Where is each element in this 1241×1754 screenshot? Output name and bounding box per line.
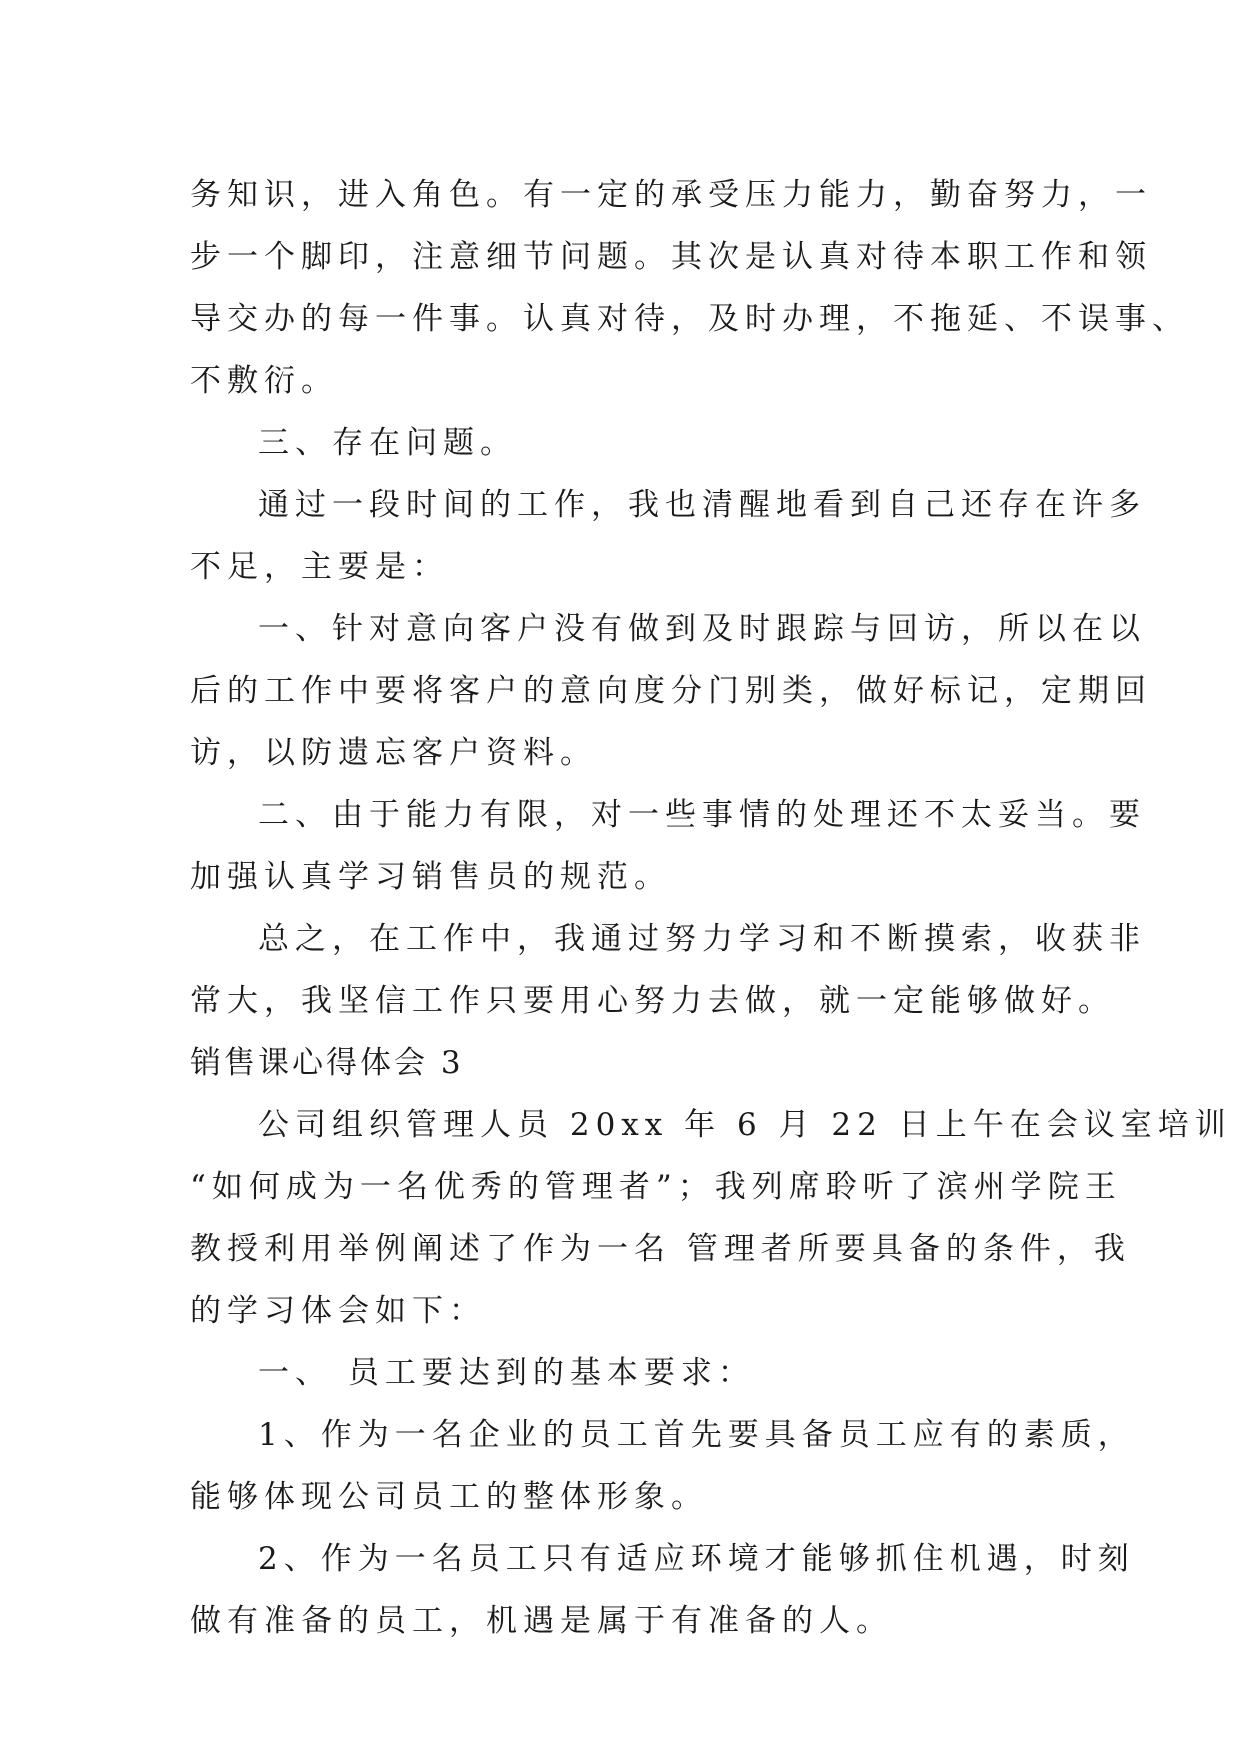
text-line: 做有准备的员工，机遇是属于有准备的人。 — [190, 1603, 893, 1639]
text-line: 1、作为一名企业的员工首先要具备员工应有的素质， — [258, 1417, 1135, 1453]
text-line: 教授利用举例阐述了作为一名 管理者所要具备的条件，我 — [190, 1231, 1131, 1267]
text-line: 加强认真学习销售员的规范。 — [190, 859, 671, 895]
text-line: 常大，我坚信工作只要用心努力去做，就一定能够做好。 — [190, 983, 1115, 1019]
text-line: 务知识，进入角色。有一定的承受压力能力，勤奋努力，一 — [190, 177, 1152, 213]
text-line: 步一个脚印，注意细节问题。其次是认真对待本职工作和领 — [190, 239, 1152, 275]
text-line: 2、作为一名员工只有适应环境才能够抓住机遇，时刻 — [258, 1541, 1135, 1577]
text-line: “如何成为一名优秀的管理者”；我列席聆听了滨州学院王 — [190, 1169, 1122, 1205]
text-line: 不足，主要是： — [190, 549, 449, 585]
text-line: 后的工作中要将客户的意向度分门别类，做好标记，定期回 — [190, 673, 1152, 709]
text-line: 一、针对意向客户没有做到及时跟踪与回访，所以在以 — [258, 611, 1146, 647]
text-line: 二、由于能力有限，对一些事情的处理还不太妥当。要 — [258, 797, 1146, 833]
text-line: 访，以防遗忘客户资料。 — [190, 735, 597, 771]
text-line: 能够体现公司员工的整体形象。 — [190, 1479, 708, 1515]
document-title: 销售课心得体会 3 — [190, 1045, 464, 1081]
text-line: 导交办的每一件事。认真对待，及时办理，不拖延、不误事、 — [190, 301, 1189, 337]
text-line: 总之，在工作中，我通过努力学习和不断摸索，收获非 — [258, 921, 1146, 957]
document-body — [190, 164, 1232, 1652]
section-heading: 一、 员工要达到的基本要求： — [258, 1355, 755, 1391]
text-line: 不敷衍。 — [190, 363, 338, 399]
section-heading: 三、存在问题。 — [258, 425, 517, 461]
text-line: 通过一段时间的工作，我也清醒地看到自己还存在许多 — [258, 487, 1146, 523]
text-line: 公司组织管理人员 20xx 年 6 月 22 日上午在会议室培训 — [258, 1107, 1232, 1143]
text-line: 的学习体会如下： — [190, 1293, 486, 1329]
